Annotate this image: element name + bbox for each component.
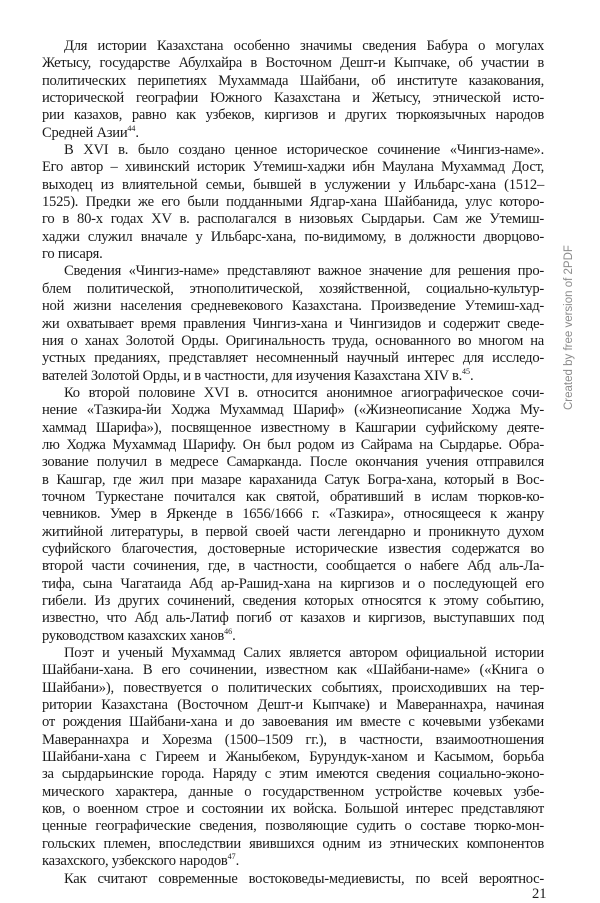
- text-line: [42, 662, 544, 679]
- text-line: [42, 211, 544, 228]
- text-line: [42, 281, 544, 298]
- line-text: от рождения Шайбани-хана и до завоевания им вместе с кочевыми узбеками: [42, 714, 544, 731]
- paragraph: [42, 645, 544, 870]
- line-text: тифа, сына Чагатаида Абд ар-Рашид-хана на киргизов и о последующей его: [42, 575, 544, 592]
- text-line: [42, 125, 544, 142]
- line-text: Его автор – хивинский историк Утемиш-хаджи ибн Маулана Мухаммад Дост,: [42, 159, 544, 176]
- text-line: [42, 246, 544, 263]
- text-line: [42, 818, 544, 835]
- line-text: второй части сочинения, где, в частности, сообщается о набеге Абд аль-Ла-: [42, 558, 544, 575]
- text-line: [42, 749, 544, 766]
- line-text: исторической географии Южного Казахстана и Жетысу, этнической исто-: [42, 90, 544, 107]
- text-line: [42, 385, 544, 402]
- punctuation: .: [232, 627, 236, 644]
- text-line: [42, 524, 544, 541]
- text-line: [42, 558, 544, 575]
- text-line: [42, 229, 544, 246]
- text-line: [42, 610, 544, 627]
- punctuation: .: [135, 124, 139, 141]
- text-line: [42, 472, 544, 489]
- text-line: [42, 55, 544, 72]
- line-text: зование получил в медресе Самарканда. После окончания учения отправился: [42, 454, 544, 471]
- line-text: ной жизни населения средневекового Казахстана. Произведение Утемиш-хад-: [42, 298, 544, 315]
- text-line: [42, 142, 544, 159]
- text-line: [42, 368, 544, 385]
- line-text: В XVI в. было создано ценное историческое сочинение «Чингиз-наме».: [64, 142, 544, 159]
- line-text: за сырдарьинские города. Наряду с этим имеются сведения социально-эконо-: [42, 766, 544, 783]
- paragraph: [42, 38, 544, 142]
- footnote-marker: 47: [227, 852, 236, 862]
- line-text: Поэт и ученый Мухаммад Салих является автором официальной истории: [64, 645, 544, 662]
- line-text: жи охватывает время правления Чингиз-хана и Чингизидов и содержит сведе-: [42, 315, 544, 332]
- text-line: [42, 90, 544, 107]
- line-text: нение «Тазкира-йи Ходжа Мухаммад Шариф» («Жизнеописание Ходжа Му-: [42, 402, 544, 419]
- text-line: [42, 801, 544, 818]
- text-line: [42, 593, 544, 610]
- line-text: блем политической, этнополитической, хозяйственной, социально-культур-: [42, 280, 544, 297]
- line-text: точном Туркестане почитался как святой, обративший в ислам тюрков-ко-: [42, 488, 544, 505]
- text-line: [42, 697, 544, 714]
- text-line: [42, 853, 544, 870]
- text-line: [42, 298, 544, 315]
- paragraph: [42, 871, 544, 888]
- text-line: [42, 836, 544, 853]
- paragraph: [42, 142, 544, 263]
- text-line: [42, 159, 544, 176]
- line-text: го писаря.: [42, 246, 103, 263]
- line-text: Жетысу, государстве Абулхайра в Восточном Дешт-и Кыпчаке, об участии в: [42, 55, 544, 72]
- line-text: го в 80-х годах XV в. располагался в низовьях Сырдарьи. Сам же Утемиш-: [42, 211, 544, 228]
- text-line: [42, 680, 544, 697]
- paragraph: [42, 385, 544, 645]
- text-line: [42, 73, 544, 90]
- line-text: в Кашгар, где жил при мазаре караханида Сатук Богра-хана, который в Вос-: [42, 471, 544, 488]
- text-line: [42, 177, 544, 194]
- line-text: Как считают современные востоковеды-медиевисты, по всей вероятнос-: [64, 870, 544, 887]
- text-line: [42, 454, 544, 471]
- text-line: [42, 732, 544, 749]
- line-text: 1525). Предки же его были подданными Ядгар-хана Шайбанида, улус которо-: [42, 194, 544, 211]
- line-text: хаммад Шарифа»), посвященное известному в Кашгарии суфийскому деяте-: [42, 419, 544, 436]
- line-text: житийной литературы, в первой своей части легендарно и проникнуто духом: [42, 523, 544, 540]
- line-text: гольских племен, впоследствии явившихся одним из этнических компонентов: [42, 835, 544, 852]
- line-text: чевников. Умер в Яркенде в 1656/1666 г. «Тазкира», относящееся к жанру: [42, 506, 544, 523]
- text-line: [42, 506, 544, 523]
- text-line: [42, 402, 544, 419]
- page-body: [42, 38, 544, 888]
- paragraph: [42, 263, 544, 384]
- page-number: 21: [532, 886, 547, 902]
- line-text: мического характера, данные о государственном устройстве кочевых узбе-: [42, 783, 544, 800]
- line-text: известно, что Абд аль-Латиф погиб от казахов и киргизов, выступавших под: [42, 610, 544, 627]
- text-line: [42, 107, 544, 124]
- line-text: рии казахов, равно как узбеков, киргизов и других тюркоязычных народов: [42, 107, 544, 124]
- line-text: ков, о военном строе и состоянии их войска. Большой интерес представляют: [42, 801, 544, 818]
- text-line: [42, 784, 544, 801]
- watermark: Created by free version of 2PDF: [563, 245, 575, 410]
- line-text: вателей Золотой Орды, и в частности, для изучения Казахстана XIV в.: [42, 367, 463, 384]
- line-text: ритории Казахстана (Восточном Дешт-и Кыпчаке) и Мавераннахра, начиная: [42, 697, 544, 714]
- line-text: суфийского благочестия, достоверные исторические известия содержатся во: [42, 540, 544, 557]
- text-line: [42, 194, 544, 211]
- line-text: Ко второй половине XVI в. относится анонимное агиографическое сочи-: [64, 384, 544, 401]
- text-line: [42, 437, 544, 454]
- punctuation: .: [470, 367, 474, 384]
- text-line: [42, 541, 544, 558]
- line-text: выходец из влиятельной семьи, бывшей в услужении у Ильбарс-хана (1512–: [42, 176, 544, 193]
- text-line: [42, 871, 544, 888]
- footnote-marker: 45: [462, 366, 471, 376]
- line-text: политических перипетиях Мухаммада Шайбани, об институте казакования,: [42, 72, 544, 89]
- footnote-marker: 46: [224, 626, 233, 636]
- line-text: руководством казахских ханов: [42, 627, 225, 644]
- text-line: [42, 628, 544, 645]
- line-text: Средней Азии: [42, 124, 128, 141]
- text-line: [42, 420, 544, 437]
- text-line: [42, 263, 544, 280]
- line-text: Шайбани»), повествуется о политических событиях, происходивших на тер-: [42, 679, 544, 696]
- text-line: [42, 350, 544, 367]
- line-text: Мавераннахра и Хорезма (1500–1509 гг.), в частности, взаимоотношения: [42, 731, 544, 748]
- line-text: устных преданиях, представляет несомненный научный интерес для исследо-: [42, 350, 544, 367]
- line-text: казахского, узбекского народов: [42, 853, 228, 870]
- line-text: хаджи служил вначале у Ильбарс-хана, по-видимому, в должности дворцово-: [42, 228, 544, 245]
- footnote-marker: 44: [127, 123, 136, 133]
- text-line: [42, 766, 544, 783]
- line-text: лю Ходжа Мухаммад Шарифу. Он был родом из Сайрама на Сырдарье. Обра-: [42, 436, 544, 453]
- line-text: гибели. Из других сочинений, сведения которых относятся к этому событию,: [42, 593, 544, 609]
- text-line: [42, 714, 544, 731]
- punctuation: .: [235, 853, 239, 870]
- line-text: Для истории Казахстана особенно значимы сведения Бабура о могулах: [64, 38, 544, 54]
- text-line: [42, 645, 544, 662]
- line-text: Сведения «Чингиз-наме» представляют важное значение для решения про-: [64, 263, 544, 280]
- line-text: ценные географические сведения, позволяющие судить о составе тюрко-мон-: [42, 818, 544, 835]
- line-text: Шайбани-хана с Гиреем и Жаныбеком, Бурундук-ханом и Касымом, борьба: [42, 749, 544, 766]
- line-text: Шайбани-хана. В его сочинении, известном как «Шайбани-наме» («Книга о: [42, 662, 544, 679]
- text-line: [42, 38, 544, 55]
- text-line: [42, 489, 544, 506]
- line-text: ния о ханах Золотой Орды. Оригинальность труда, основанного во многом на: [42, 332, 544, 349]
- text-line: [42, 316, 544, 333]
- text-line: [42, 333, 544, 350]
- text-line: [42, 576, 544, 593]
